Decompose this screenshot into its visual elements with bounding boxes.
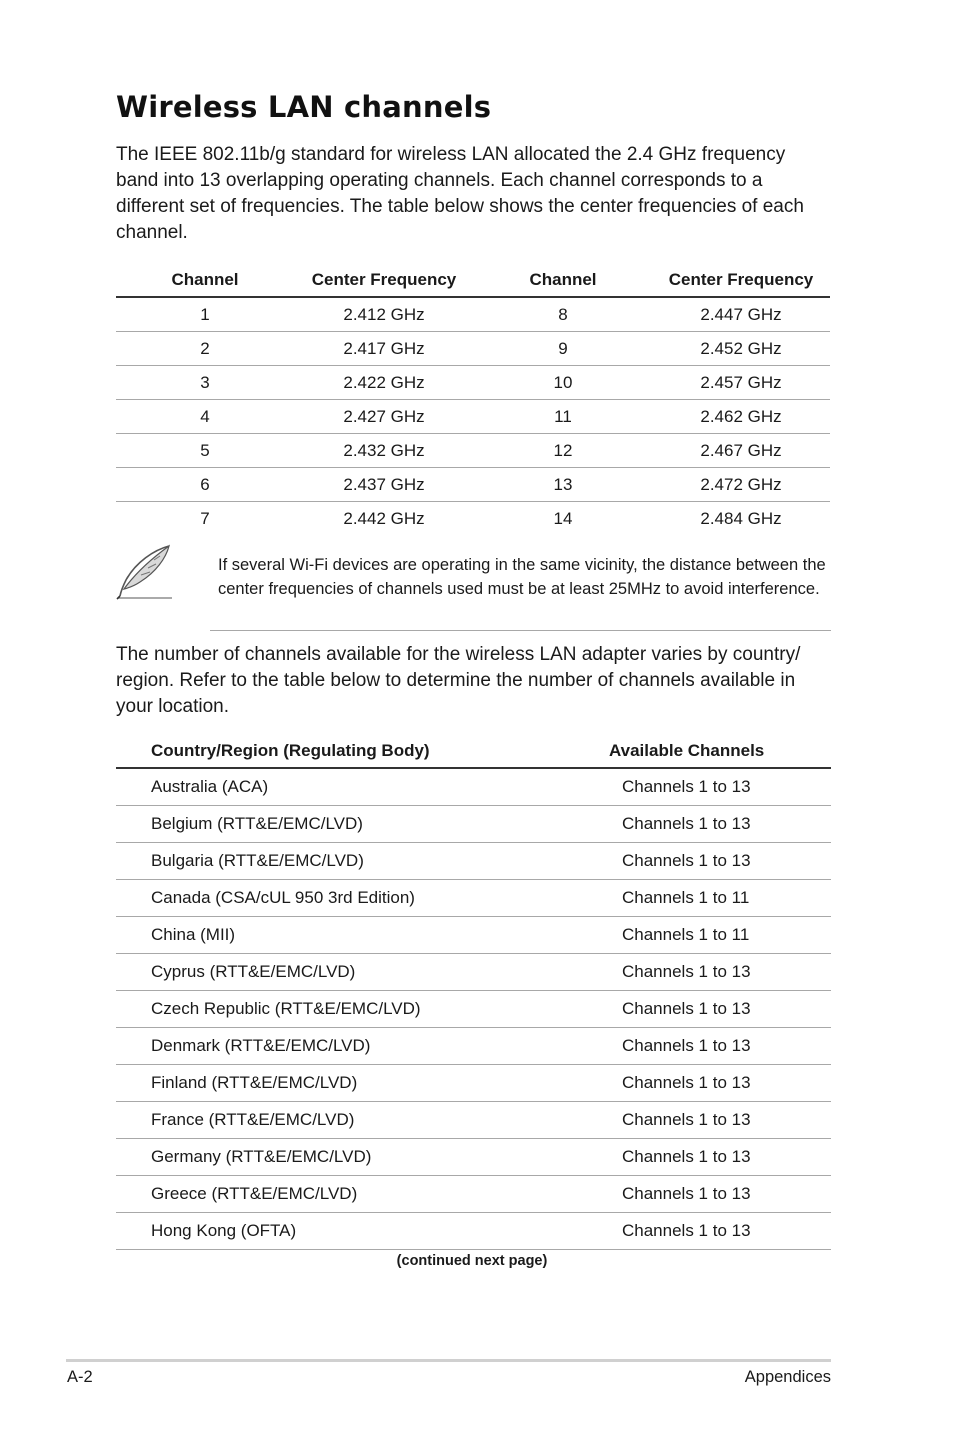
- note-text: If several Wi-Fi devices are operating in the same vicinity, the distance between the center frequencies of channels used must be at least 25MHz to avoid interference.: [218, 556, 826, 598]
- channel-cell: 2: [116, 332, 294, 366]
- channel-cell: 8: [474, 297, 652, 332]
- frequency-table-header: [116, 264, 830, 297]
- table-row: [116, 1102, 831, 1139]
- country-cell: Belgium (RTT&E/EMC/LVD): [116, 806, 580, 843]
- note-divider: [210, 630, 831, 631]
- channels-cell: Channels 1 to 13: [580, 1213, 831, 1250]
- channels-cell: Channels 1 to 13: [580, 1028, 831, 1065]
- country-cell: Australia (ACA): [116, 768, 580, 806]
- channel-cell: 3: [116, 366, 294, 400]
- channels-cell: Channels 1 to 13: [580, 806, 831, 843]
- header-center-frequency: Center Frequency: [652, 264, 830, 297]
- table-row: [116, 806, 831, 843]
- header-center-frequency: Center Frequency: [294, 264, 474, 297]
- country-cell: France (RTT&E/EMC/LVD): [116, 1102, 580, 1139]
- channels-cell: Channels 1 to 13: [580, 1102, 831, 1139]
- frequency-cell: 2.447 GHz: [652, 297, 830, 332]
- frequency-cell: 2.457 GHz: [652, 366, 830, 400]
- frequency-cell: 2.467 GHz: [652, 434, 830, 468]
- channels-cell: Channels 1 to 13: [580, 1139, 831, 1176]
- frequency-cell: 2.432 GHz: [294, 434, 474, 468]
- table-row: [116, 297, 830, 332]
- frequency-cell: 2.412 GHz: [294, 297, 474, 332]
- frequency-cell: 2.472 GHz: [652, 468, 830, 502]
- table-row: [116, 502, 830, 536]
- channel-cell: 12: [474, 434, 652, 468]
- frequency-table: [116, 264, 830, 535]
- table-row: [116, 917, 831, 954]
- country-cell: Canada (CSA/cUL 950 3rd Edition): [116, 880, 580, 917]
- table-row: [116, 1213, 831, 1250]
- table-row: [116, 954, 831, 991]
- frequency-cell: 2.427 GHz: [294, 400, 474, 434]
- country-cell: Finland (RTT&E/EMC/LVD): [116, 1065, 580, 1102]
- channel-cell: 4: [116, 400, 294, 434]
- country-cell: China (MII): [116, 917, 580, 954]
- channel-cell: 6: [116, 468, 294, 502]
- table-row: [116, 1028, 831, 1065]
- channels-cell: Channels 1 to 11: [580, 880, 831, 917]
- quill-pen-icon: [114, 544, 174, 600]
- channels-cell: Channels 1 to 13: [580, 1065, 831, 1102]
- table-row: [116, 332, 830, 366]
- page-title: Wireless LAN channels: [116, 90, 492, 124]
- channel-cell: 1: [116, 297, 294, 332]
- table-row: [116, 468, 830, 502]
- frequency-cell: 2.437 GHz: [294, 468, 474, 502]
- channels-cell: Channels 1 to 11: [580, 917, 831, 954]
- frequency-cell: 2.484 GHz: [700, 508, 782, 528]
- footer-divider: [66, 1359, 831, 1362]
- table-row: [116, 434, 830, 468]
- continued-note: (continued next page): [396, 1253, 548, 1269]
- channel-cell: 9: [474, 332, 652, 366]
- frequency-cell: 2.442 GHz: [343, 508, 425, 528]
- header-channel: Channel: [474, 264, 652, 297]
- frequency-cell: 2.462 GHz: [652, 400, 830, 434]
- country-cell: Bulgaria (RTT&E/EMC/LVD): [116, 843, 580, 880]
- channels-cell: Channels 1 to 13: [580, 991, 831, 1028]
- country-cell: Denmark (RTT&E/EMC/LVD): [116, 1028, 580, 1065]
- channel-cell: 13: [474, 468, 652, 502]
- page-number: A-2: [67, 1368, 93, 1386]
- table-row: [116, 843, 831, 880]
- country-cell: Hong Kong (OFTA): [116, 1213, 580, 1250]
- table-row: [116, 880, 831, 917]
- availability-paragraph: The number of channels available for the wireless LAN adapter varies by country/ region. Refer to the table below to determine the number of channels available in your location.: [116, 644, 801, 717]
- table-row: [116, 991, 831, 1028]
- frequency-cell: 2.422 GHz: [294, 366, 474, 400]
- country-cell: Cyprus (RTT&E/EMC/LVD): [116, 954, 580, 991]
- header-available-channels: Available Channels: [580, 735, 831, 768]
- intro-paragraph: The IEEE 802.11b/g standard for wireless LAN allocated the 2.4 GHz frequency band into 13 overlapping operating channels. Each channel corresponds to a different set of frequencies. The table below shows the center frequencies of each channel.: [116, 144, 804, 243]
- table-row: [116, 1176, 831, 1213]
- table-row: [116, 1065, 831, 1102]
- channel-cell: 11: [474, 400, 652, 434]
- channels-cell: Channels 1 to 13: [580, 1176, 831, 1213]
- channel-cell: 5: [116, 434, 294, 468]
- header-channel: Channel: [116, 264, 294, 297]
- country-cell: Czech Republic (RTT&E/EMC/LVD): [116, 991, 580, 1028]
- frequency-cell: 2.417 GHz: [294, 332, 474, 366]
- table-row: [116, 366, 830, 400]
- table-row: [116, 1139, 831, 1176]
- channels-cell: Channels 1 to 13: [580, 768, 831, 806]
- channel-cell: 10: [474, 366, 652, 400]
- country-channels-table: [116, 735, 831, 1250]
- section-name: Appendices: [744, 1368, 831, 1386]
- channels-cell: Channels 1 to 13: [580, 843, 831, 880]
- channel-cell: 14: [553, 508, 573, 528]
- country-cell: Germany (RTT&E/EMC/LVD): [116, 1139, 580, 1176]
- channels-cell: Channels 1 to 13: [580, 954, 831, 991]
- country-table-header: [116, 735, 831, 768]
- country-cell: Greece (RTT&E/EMC/LVD): [116, 1176, 580, 1213]
- frequency-cell: 2.452 GHz: [652, 332, 830, 366]
- table-row: [116, 768, 831, 806]
- header-country-region: Country/Region (Regulating Body): [116, 735, 580, 768]
- table-row: [116, 400, 830, 434]
- channel-cell: 7: [200, 508, 210, 528]
